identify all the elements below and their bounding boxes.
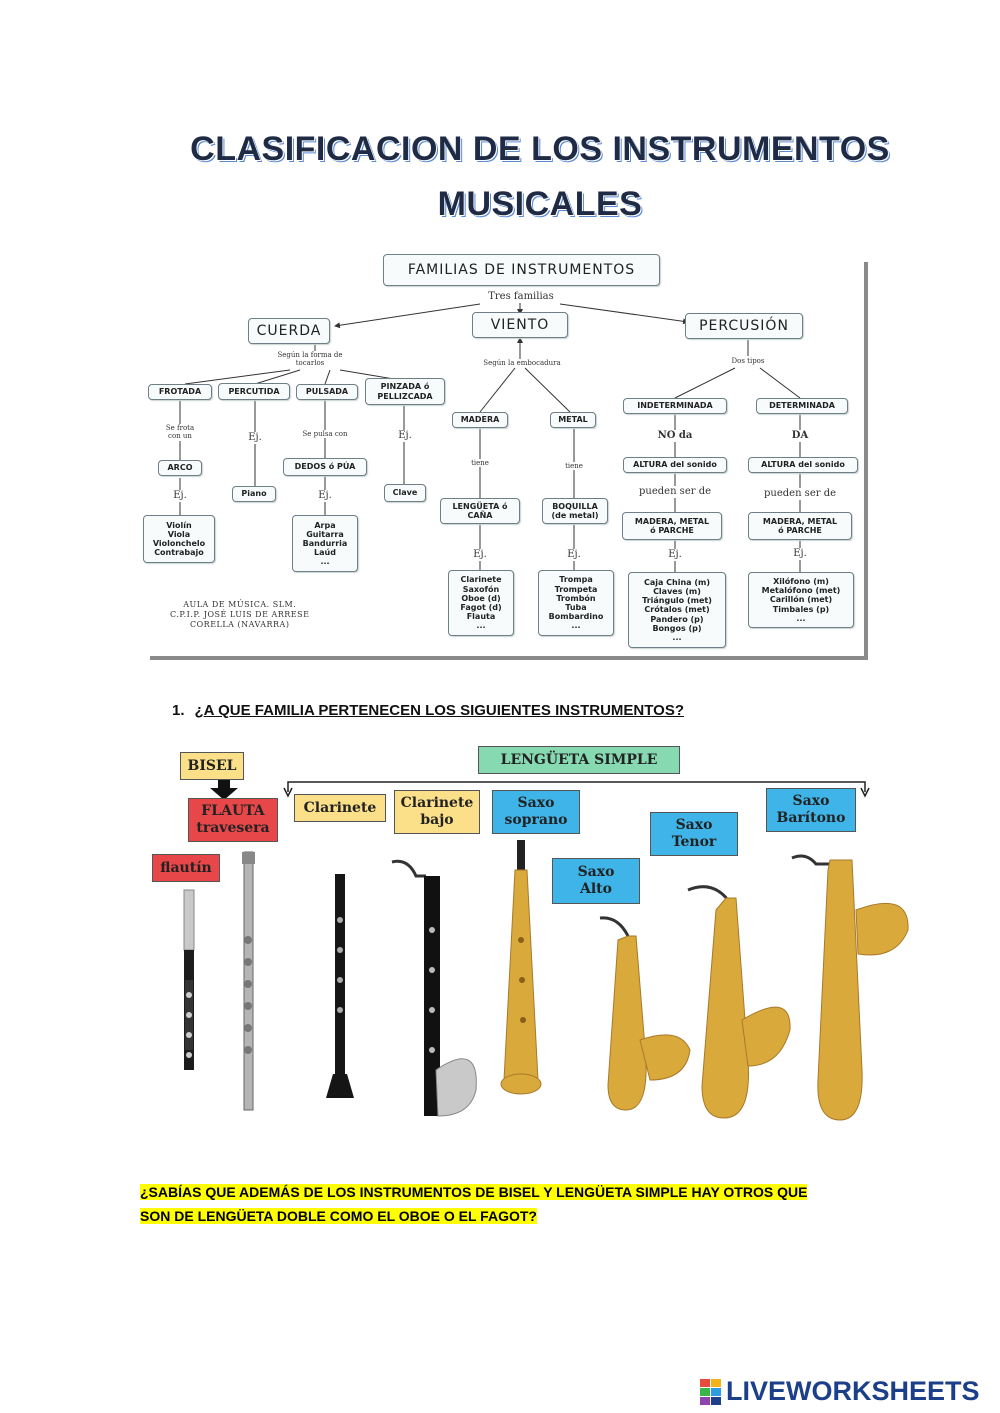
ej-label-madera: Ej. xyxy=(470,549,490,561)
ej-label-ind: Ej. xyxy=(665,549,685,561)
frotada-examples: Violín Viola Violonchelo Contrabajo xyxy=(143,515,215,563)
tiene-metal-label: tiene xyxy=(559,462,589,470)
madera-examples: Clarinete Saxofón Oboe (d) Fagot (d) Flauta ... xyxy=(448,570,514,636)
question-1 xyxy=(172,702,684,719)
metal-examples: Trompa Trompeta Trombón Tuba Bombardino ... xyxy=(538,570,614,636)
cuerda-link-label: Según la forma de tocarlos xyxy=(245,351,375,368)
bisel-arrow xyxy=(210,780,238,800)
type-indeterminada: INDETERMINADA xyxy=(623,398,727,414)
clarinet-drawing xyxy=(326,874,354,1098)
map-credit: AULA DE MÚSICA. SLM. C.P.I.P. JOSÉ LUIS DE ARRESE CORELLA (NAVARRA) xyxy=(170,600,310,629)
liveworksheets-logo-text: LIVEWORKSHEETS xyxy=(726,1375,980,1406)
frotada-link-label: Se frota con un xyxy=(155,424,205,441)
type-frotada: FROTADA xyxy=(148,384,212,400)
soprano-sax-drawing xyxy=(501,840,541,1094)
pueden-ind-label: pueden ser de xyxy=(635,486,715,498)
tenor-sax-drawing xyxy=(688,887,790,1118)
type-percutida: PERCUTIDA xyxy=(218,383,290,400)
pueden-det-label: pueden ser de xyxy=(760,488,840,500)
ej-label-pinzada: Ej. xyxy=(395,430,415,442)
label-saxo-soprano: Saxo soprano xyxy=(492,790,580,834)
altura-ind-box: ALTURA del sonido xyxy=(623,457,727,473)
liveworksheets-logo-icon xyxy=(700,1378,722,1404)
label-clarinete-bajo: Clarinete bajo xyxy=(394,790,480,834)
type-pinzada: PINZADA ó PELLIZCADA xyxy=(365,378,445,405)
question-text: ¿A QUE FAMILIA PERTENECEN LOS SIGUIENTES INSTRUMENTOS? xyxy=(194,702,684,719)
tiene-madera-label: tiene xyxy=(465,459,495,467)
fact-note xyxy=(140,1180,840,1228)
fact-text: ¿SABÍAS QUE ADEMÁS DE LOS INSTRUMENTOS DE BISEL Y LENGÜETA SIMPLE HAY OTROS QUE SON DE LENGÜETA DOBLE COMO EL OBOE O EL FAGOT? xyxy=(140,1184,808,1224)
type-determinada: DETERMINADA xyxy=(756,398,848,414)
label-lengueta-simple: LENGÜETA SIMPLE xyxy=(478,746,680,774)
concept-map xyxy=(150,262,868,660)
ind-examples: Caja China (m) Claves (m) Triángulo (met) Crótalos (met) Pandero (p) Bongos (p) ... xyxy=(628,572,726,648)
material-ind-box: MADERA, METAL ó PARCHE xyxy=(622,512,722,540)
page-title-line2: MUSICALES xyxy=(437,185,643,223)
flute-drawing xyxy=(242,852,255,1110)
bass-clarinet-drawing xyxy=(392,861,476,1116)
alto-sax-drawing xyxy=(600,918,690,1110)
family-viento: VIENTO xyxy=(472,312,568,338)
ej-label-frotada: Ej. xyxy=(170,490,190,502)
det-examples: Xilófono (m) Metalófono (met) Carillón (met) Timbales (p) ... xyxy=(748,572,854,628)
root-link-label: Tres familias xyxy=(476,291,566,303)
instruments-figure xyxy=(140,740,930,1140)
percusion-link-label: Dos tipos xyxy=(718,357,778,365)
label-saxo-tenor: Saxo Tenor xyxy=(650,812,738,856)
pulsada-examples: Arpa Guitarra Bandurria Laúd ... xyxy=(292,515,358,572)
label-bisel: BISEL xyxy=(180,752,244,780)
ej-label-pulsada: Ej. xyxy=(315,490,335,502)
ej-label-metal: Ej. xyxy=(564,549,584,561)
type-pulsada: PULSADA xyxy=(296,384,358,400)
piccolo-drawing xyxy=(184,890,194,1070)
label-saxo-baritono: Saxo Barítono xyxy=(766,788,856,832)
da-label: DA xyxy=(785,430,815,442)
label-saxo-alto: Saxo Alto xyxy=(552,858,640,904)
material-det-box: MADERA, METAL ó PARCHE xyxy=(748,512,852,540)
question-number: 1. xyxy=(172,702,185,719)
piano-box: Piano xyxy=(232,486,276,502)
type-madera: MADERA xyxy=(452,412,508,428)
root-box: FAMILIAS DE INSTRUMENTOS xyxy=(383,254,660,286)
no-da-label: NO da xyxy=(650,430,700,442)
pulsada-link-label: Se pulsa con xyxy=(290,430,360,438)
page-title-line1: CLASIFICACION DE LOS INSTRUMENTOS xyxy=(190,130,890,168)
liveworksheets-logo xyxy=(700,1374,980,1408)
label-flautin: flautín xyxy=(152,854,220,882)
ej-label-percutida: Ej. xyxy=(245,432,265,444)
family-cuerda: CUERDA xyxy=(248,318,330,344)
label-clarinete: Clarinete xyxy=(294,794,386,822)
baritone-sax-drawing xyxy=(792,856,908,1120)
family-percusion: PERCUSIÓN xyxy=(685,313,803,339)
ej-label-det: Ej. xyxy=(790,548,810,560)
arco-box: ARCO xyxy=(158,460,202,476)
viento-link-label: Según la embocadura xyxy=(472,359,572,367)
type-metal: METAL xyxy=(550,412,596,428)
dedos-pua-box: DEDOS ó PÚA xyxy=(283,458,367,476)
lengueta-cana-box: LENGÜETA ó CAÑA xyxy=(440,498,520,524)
boquilla-box: BOQUILLA (de metal) xyxy=(542,498,608,524)
altura-det-box: ALTURA del sonido xyxy=(748,457,858,473)
clave-box: Clave xyxy=(384,484,426,502)
label-flauta-travesera: FLAUTA travesera xyxy=(188,798,278,842)
